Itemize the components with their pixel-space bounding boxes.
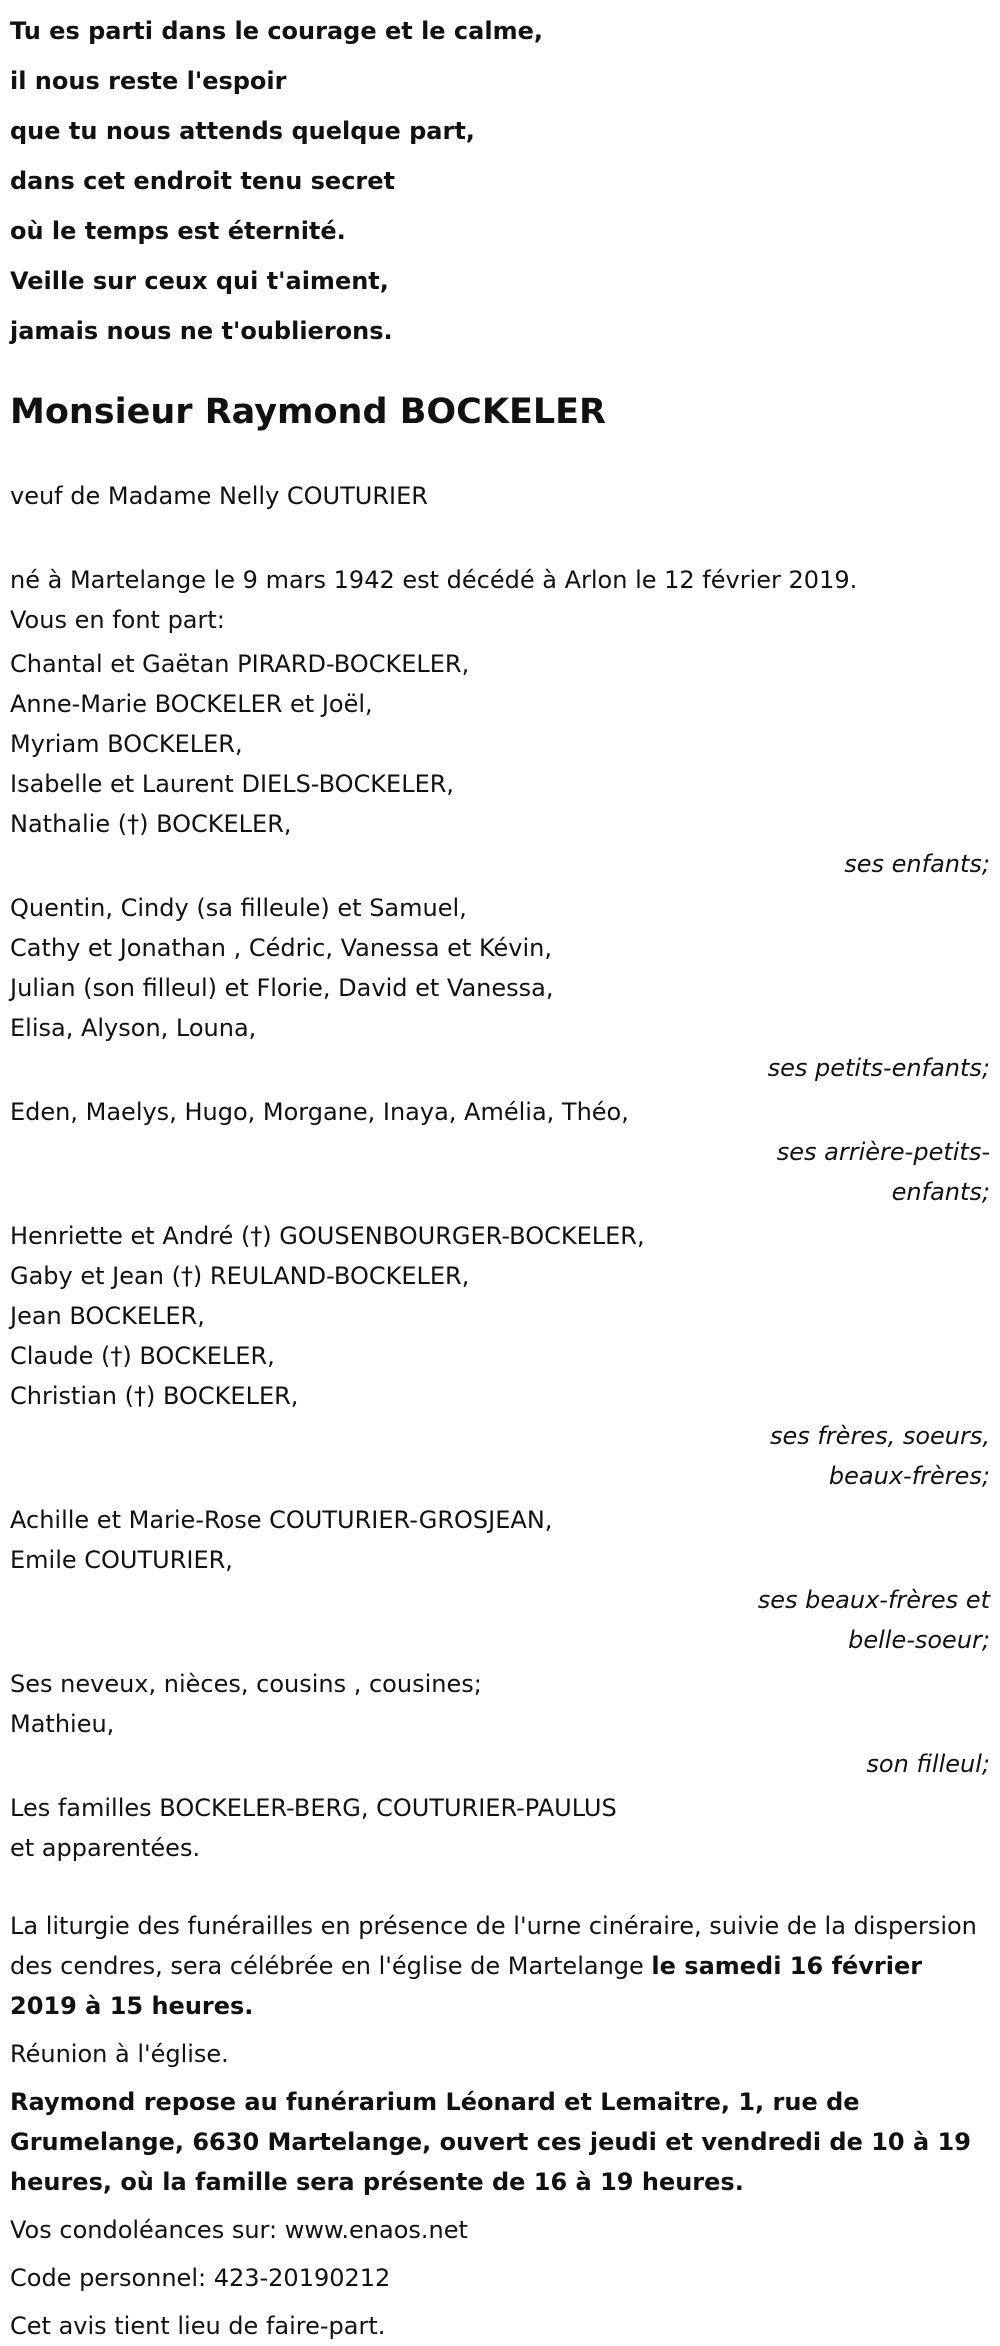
poem-line: il nous reste l'espoir <box>10 67 287 95</box>
poem-line: dans cet endroit tenu secret <box>10 167 396 195</box>
poem-line: où le temps est éternité. <box>10 217 346 245</box>
relation-text: ses frères, soeurs, <box>769 1422 990 1450</box>
family-group-children <box>10 644 990 884</box>
family-name-line: Emile COUTURIER, <box>10 1546 233 1574</box>
liturgy-paragraph <box>10 1906 990 2026</box>
relation-text: ses arrière-petits- <box>776 1138 990 1166</box>
family-name-line: Christian (†) BOCKELER, <box>10 1382 299 1410</box>
poem-line: Tu es parti dans le courage et le calme, <box>10 17 543 45</box>
family-name-line: Myriam BOCKELER, <box>10 730 243 758</box>
poem <box>10 0 990 356</box>
family-name-line: Chantal et Gaëtan PIRARD-BOCKELER, <box>10 650 470 678</box>
families-line: Les familles BOCKELER-BERG, COUTURIER-PAULUS <box>10 1794 617 1822</box>
family-group-great-grandchildren <box>10 1092 990 1212</box>
birth-death-line: né à Martelange le 9 mars 1942 est décédé à Arlon le 12 février 2019. <box>10 566 858 594</box>
family-group-nephews-godson <box>10 1664 990 1784</box>
family-name-line: Gaby et Jean (†) REULAND-BOCKELER, <box>10 1262 470 1290</box>
family-name-line: Achille et Marie-Rose COUTURIER-GROSJEAN, <box>10 1506 553 1534</box>
poem-line: que tu nous attends quelque part, <box>10 117 475 145</box>
family-name-line: Nathalie (†) BOCKELER, <box>10 810 292 838</box>
family-name-line: Ses neveux, nièces, cousins , cousines; <box>10 1670 482 1698</box>
family-name-line: Quentin, Cindy (sa filleule) et Samuel, <box>10 894 467 922</box>
family-name-line: Elisa, Alyson, Louna, <box>10 1014 257 1042</box>
family-name-line: Isabelle et Laurent DIELS-BOCKELER, <box>10 770 455 798</box>
family-name-line: Cathy et Jonathan , Cédric, Vanessa et Kévin, <box>10 934 552 962</box>
relation-label <box>10 1744 990 1784</box>
family-name-line: Julian (son filleul) et Florie, David et Vanessa, <box>10 974 554 1002</box>
relation-text: enfants; <box>891 1178 990 1206</box>
family-group-siblings <box>10 1216 990 1496</box>
family-name-line: Jean BOCKELER, <box>10 1302 205 1330</box>
family-group-grandchildren <box>10 888 990 1088</box>
relation-text: ses enfants; <box>844 850 990 878</box>
relation-text: beaux-frères; <box>828 1462 990 1490</box>
spouse-line: veuf de Madame Nelly COUTURIER <box>10 482 428 510</box>
relation-label <box>10 844 990 884</box>
relation-text: belle-soeur; <box>848 1626 990 1654</box>
deceased-name: Monsieur Raymond BOCKELER <box>10 392 607 432</box>
funerarium-paragraph: Raymond repose au funérarium Léonard et Lemaitre, 1, rue de Grumelange, 6630 Martelange, ouvert ces jeudi et vendredi de 10 à 19 heures, où la famille sera présente de 16 à 19 heures. <box>10 2088 971 2196</box>
poem-line: Veille sur ceux qui t'aiment, <box>10 267 389 295</box>
family-name-line: Eden, Maelys, Hugo, Morgane, Inaya, Amélia, Théo, <box>10 1098 629 1126</box>
code-line: Code personnel: 423-20190212 <box>10 2264 391 2292</box>
poem-line: jamais nous ne t'oublierons. <box>10 317 393 345</box>
relation-label <box>10 1132 990 1212</box>
meeting-line: Réunion à l'église. <box>10 2040 229 2068</box>
families-line: et apparentées. <box>10 1834 201 1862</box>
family-name-line: Claude (†) BOCKELER, <box>10 1342 275 1370</box>
relation-label <box>10 1580 990 1660</box>
families-block <box>10 1788 990 1868</box>
relation-label <box>10 1048 990 1088</box>
relation-text: son filleul; <box>866 1750 990 1778</box>
relation-text: ses petits-enfants; <box>767 1054 990 1082</box>
relation-label <box>10 1416 990 1496</box>
relation-text: ses beaux-frères et <box>757 1586 990 1614</box>
condolences-line: Vos condoléances sur: www.enaos.net <box>10 2216 468 2244</box>
family-name-line: Anne-Marie BOCKELER et Joël, <box>10 690 373 718</box>
liturgy-date: le samedi 16 février 2019 à 15 heures. <box>10 1952 923 2020</box>
notice-line: Cet avis tient lieu de faire-part. <box>10 2312 386 2340</box>
family-group-in-laws <box>10 1500 990 1660</box>
family-name-line: Mathieu, <box>10 1710 115 1738</box>
announce-line: Vous en font part: <box>10 606 225 634</box>
liturgy-text: La liturgie des funérailles en présence de l'urne cinéraire, suivie de la dispersion des cendres, sera célébrée en l'église de Martelange <box>10 1912 977 1980</box>
family-name-line: Henriette et André (†) GOUSENBOURGER-BOCKELER, <box>10 1222 645 1250</box>
